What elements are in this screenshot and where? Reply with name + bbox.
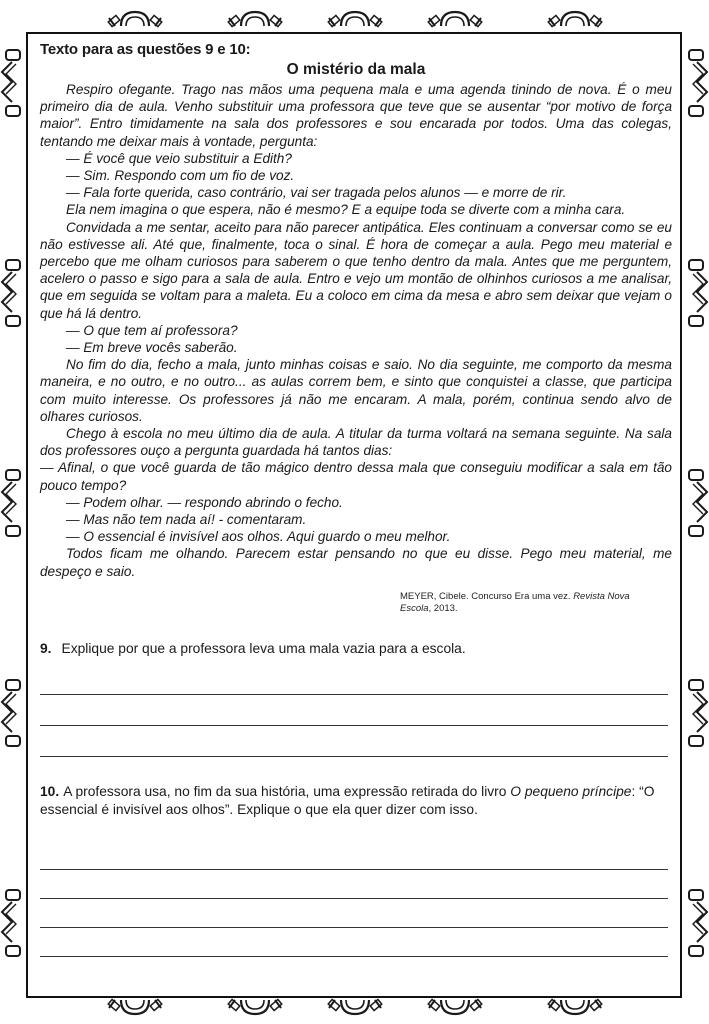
answer-lines-9 xyxy=(40,664,672,757)
answer-line[interactable] xyxy=(40,664,668,695)
dialogue-line: — Mas não tem nada aí! - comentaram. xyxy=(66,512,307,528)
source-citation xyxy=(400,591,660,615)
story-paragraph: Todos ficam me olhando. Parecem estar pensando no que eu disse. Pego meu material, me despeço e saio. xyxy=(40,546,672,579)
dialogue-line: — Em breve vocês saberão. xyxy=(66,340,238,356)
answer-line[interactable] xyxy=(40,841,668,870)
answer-line[interactable] xyxy=(40,870,668,899)
question-text-end: : “O essencial é invisível aos olhos”. Explique o que ela quer dizer com isso. xyxy=(40,783,655,817)
question-number: 10. xyxy=(40,783,60,799)
question-number: 9. xyxy=(40,640,52,656)
citation-source: Revista Nova Escola xyxy=(400,590,630,614)
section-header: Texto para as questões 9 e 10: xyxy=(40,41,251,58)
dialogue-line: — Fala forte querida, caso contrário, vai ser tragada pelos alunos — e morre de rir. xyxy=(66,185,567,201)
dialogue-line: — É você que veio substituir a Edith? xyxy=(66,150,292,166)
dialogue-line: — Afinal, o que você guarda de tão mágico dentro dessa mala que conseguiu modificar a sala em tão pouco tempo? xyxy=(40,460,672,493)
answer-line[interactable] xyxy=(40,726,668,757)
question-10 xyxy=(40,783,672,819)
book-title: O pequeno príncipe xyxy=(510,783,632,799)
worksheet-page xyxy=(26,32,682,998)
question-text: A professora usa, no fim da sua história, uma expressão retirada do livro xyxy=(63,783,511,799)
question-text: Explique por que a professora leva uma mala vazia para a escola. xyxy=(61,640,466,656)
story-paragraph: Convidada a me sentar, aceito para não parecer antipática. Eles continuam a conversar como se eu não estivesse ali. Até que, finalmente, toca o sinal. É hora de começar a aula. Pego meu material e percebo que me olham curiosos para saberem o que tenho dentro da mala. Antes que me perguntem, acelero o passo e sigo para a sala de aula. Entro e vejo um montão de olhinhos curiosos a me analisar, que em seguida se voltam para a maleta. Eu a coloco em cima da mesa e abro sem deixar que vejam o que há lá dentro. xyxy=(40,219,672,321)
answer-lines-10 xyxy=(40,841,672,957)
story-paragraph: Chego à escola no meu último dia de aula. A titular da turma voltará na semana seguinte. Na sala dos professores ouço a pergunta guardada há tantos dias: xyxy=(40,426,672,459)
dialogue-line: — Podem olhar. — respondo abrindo o fecho. xyxy=(66,494,343,510)
dialogue-line: — Sim. Respondo com um fio de voz. xyxy=(66,168,295,184)
story-paragraph: Ela nem imagina o que espera, não é mesmo? E a equipe toda se diverte com a minha cara. xyxy=(66,202,626,218)
story-text xyxy=(40,81,672,580)
dialogue-line: — O essencial é invisível aos olhos. Aqui guardo o meu melhor. xyxy=(66,529,451,545)
answer-line[interactable] xyxy=(40,899,668,928)
answer-line[interactable] xyxy=(40,695,668,726)
citation-year: , 2013. xyxy=(428,602,458,614)
story-title: O mistério da mala xyxy=(286,61,426,78)
dialogue-line: — O que tem aí professora? xyxy=(66,322,238,338)
story-paragraph: No fim do dia, fecho a mala, junto minhas coisas e saio. No dia seguinte, me comporto da mesma maneira, e no outro, e no outro... as aulas correm bem, e sinto que conquistei a classe, que participa com muito interesse. Os professores já não me encaram. A mala, porém, continua sendo alvo de olhares curiosos. xyxy=(40,357,672,424)
answer-line[interactable] xyxy=(40,928,668,957)
story-paragraph: Respiro ofegante. Trago nas mãos uma pequena mala e uma agenda tinindo de nova. É o meu primeiro dia de aula. Venho substituir uma professora que teve que se ausentar “por motivo de força maior”. Entro timidamente na sala dos professores e sou encarada por todos. Uma das colegas, tentando me deixar mais à vontade, pergunta: xyxy=(40,82,672,149)
question-9 xyxy=(40,640,672,658)
citation-author: MEYER, Cibele. Concurso Era uma vez. xyxy=(400,590,571,602)
